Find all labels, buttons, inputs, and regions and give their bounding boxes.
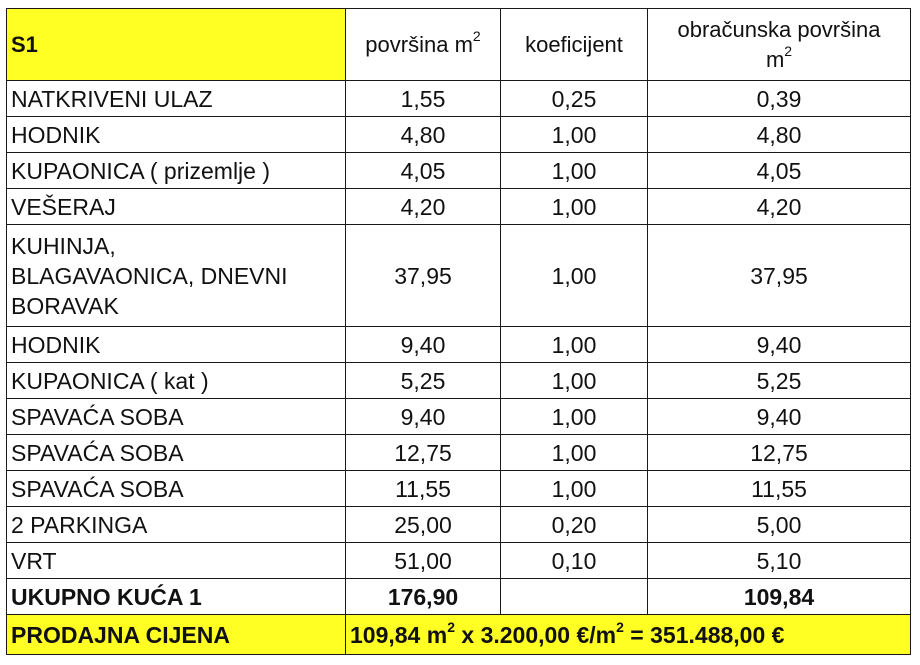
room-coef: 1,00 — [501, 153, 648, 189]
price-table-container — [6, 8, 911, 655]
room-name-line: BORAVAK — [11, 292, 119, 319]
room-name: NATKRIVENI ULAZ — [7, 81, 346, 117]
room-coef: 0,10 — [501, 543, 648, 579]
unit-label: S1 — [7, 9, 346, 81]
room-name — [7, 225, 346, 327]
total-row — [7, 579, 911, 615]
room-area: 4,05 — [346, 153, 501, 189]
room-calc-area: 12,75 — [648, 435, 911, 471]
room-calc-area: 5,00 — [648, 507, 911, 543]
room-calc-area: 11,55 — [648, 471, 911, 507]
calc-area-header: obračunska površina $m^2$ — [648, 9, 911, 81]
room-coef: 0,25 — [501, 81, 648, 117]
room-area: 11,55 — [346, 471, 501, 507]
total-label: UKUPNO KUĆA 1 — [7, 579, 346, 615]
room-calc-area: 4,05 — [648, 153, 911, 189]
room-name: KUPAONICA ( prizemlje ) — [7, 153, 346, 189]
area-header: površina $m^2$ — [346, 9, 501, 81]
area-calculation-table — [6, 8, 911, 655]
room-calc-area: 37,95 — [648, 225, 911, 327]
room-name: HODNIK — [7, 117, 346, 153]
room-coef: 0,20 — [501, 507, 648, 543]
room-name: VRT — [7, 543, 346, 579]
coef-header: koeficijent — [501, 9, 648, 81]
room-area: 37,95 — [346, 225, 501, 327]
room-name: 2 PARKINGA — [7, 507, 346, 543]
room-calc-area: 5,10 — [648, 543, 911, 579]
room-name: KUPAONICA ( kat ) — [7, 363, 346, 399]
total-area: 176,90 — [346, 579, 501, 615]
header-row — [7, 9, 911, 81]
room-coef: 1,00 — [501, 363, 648, 399]
room-area: 51,00 — [346, 543, 501, 579]
table-row — [7, 117, 911, 153]
table-row — [7, 363, 911, 399]
room-coef: 1,00 — [501, 327, 648, 363]
room-coef: 1,00 — [501, 399, 648, 435]
table-row — [7, 81, 911, 117]
room-area: 4,20 — [346, 189, 501, 225]
table-row — [7, 399, 911, 435]
room-calc-area: 9,40 — [648, 399, 911, 435]
room-name: HODNIK — [7, 327, 346, 363]
room-name: SPAVAĆA SOBA — [7, 399, 346, 435]
price-row — [7, 615, 911, 655]
room-calc-area: 5,25 — [648, 363, 911, 399]
room-area: 5,25 — [346, 363, 501, 399]
table-row — [7, 327, 911, 363]
table-row — [7, 153, 911, 189]
total-calc-area: 109,84 — [648, 579, 911, 615]
table-row — [7, 471, 911, 507]
room-area: 4,80 — [346, 117, 501, 153]
room-coef: 1,00 — [501, 471, 648, 507]
room-calc-area: 4,80 — [648, 117, 911, 153]
table-row — [7, 543, 911, 579]
total-coef-empty — [501, 579, 648, 615]
room-area: 25,00 — [346, 507, 501, 543]
room-name: SPAVAĆA SOBA — [7, 435, 346, 471]
room-coef: 1,00 — [501, 435, 648, 471]
room-name: VEŠERAJ — [7, 189, 346, 225]
room-coef: 1,00 — [501, 189, 648, 225]
table-row — [7, 507, 911, 543]
table-row — [7, 225, 911, 327]
room-area: 12,75 — [346, 435, 501, 471]
table-row — [7, 435, 911, 471]
room-coef: 1,00 — [501, 225, 648, 327]
room-coef: 1,00 — [501, 117, 648, 153]
table-row — [7, 189, 911, 225]
room-calc-area: 9,40 — [648, 327, 911, 363]
room-name: SPAVAĆA SOBA — [7, 471, 346, 507]
room-name-line: BLAGAVAONICA, DNEVNI — [11, 262, 288, 289]
price-label: PRODAJNA CIJENA — [7, 615, 346, 655]
room-calc-area: 4,20 — [648, 189, 911, 225]
price-formula: 109,84 $m^2$ x 3.200,00 $€/m^2 = 351.488,00$ € — [346, 615, 911, 655]
room-name-line: KUHINJA, — [11, 232, 116, 259]
room-calc-area: 0,39 — [648, 81, 911, 117]
room-area: 1,55 — [346, 81, 501, 117]
room-area: 9,40 — [346, 327, 501, 363]
room-area: 9,40 — [346, 399, 501, 435]
